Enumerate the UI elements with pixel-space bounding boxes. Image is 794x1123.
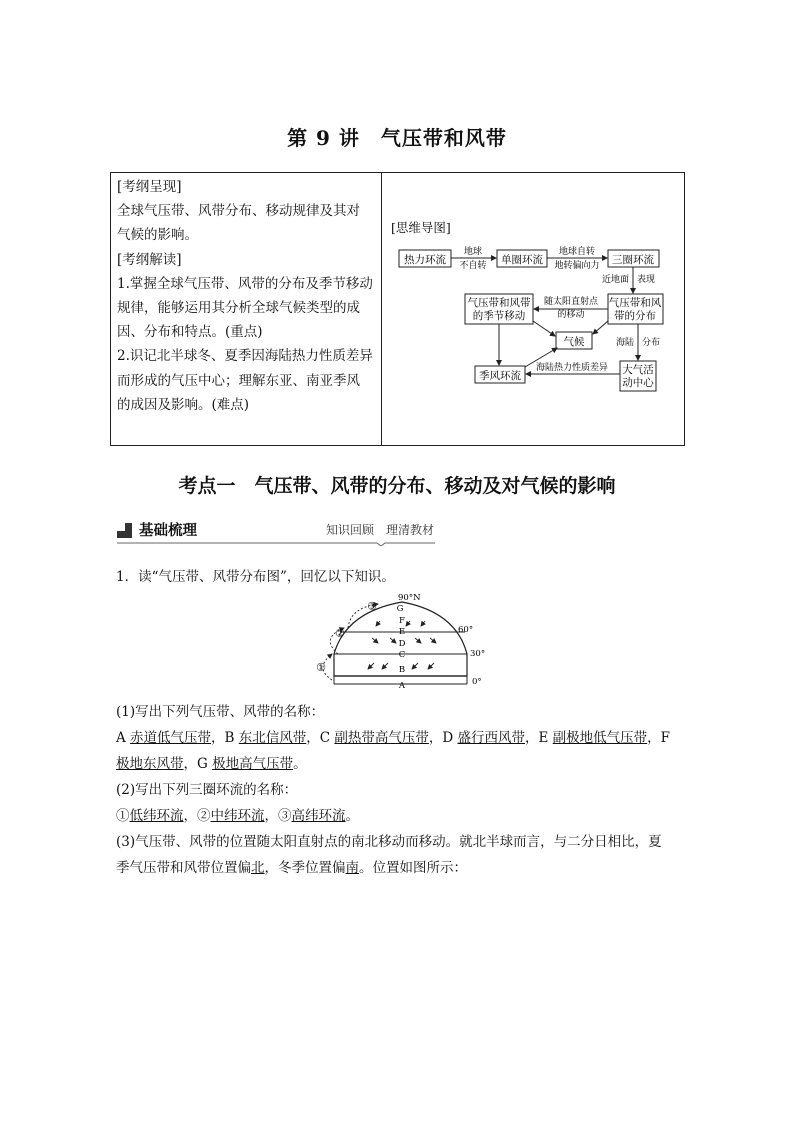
belt-label-d: D	[398, 639, 406, 649]
lesson-title: 第 9 讲 气压带和风带	[287, 126, 507, 150]
node-monsoon: 季风环流	[479, 370, 521, 382]
answer-line-3: ①低纬环流，②中纬环流，③高纬环流。	[116, 808, 359, 824]
belt-label-g: G	[396, 604, 404, 614]
answer-g: 极地高气压带	[212, 756, 294, 772]
question-1: 1．读“气压带、风带分布图”，回忆以下知识。	[116, 569, 395, 585]
answer-a: 赤道低气压带	[130, 730, 212, 746]
syllabus-line: 而形成的气压中心；理解东亚、南亚季风	[117, 372, 360, 389]
edge-label: 随太阳直射点	[543, 297, 599, 307]
latitude-label: 60°	[458, 625, 474, 635]
mindmap-diagram	[382, 173, 685, 445]
cell-label-3: ③	[367, 600, 377, 613]
belt-label-c: C	[398, 650, 406, 660]
answer-cell-3: 高纬环流	[291, 808, 346, 824]
edge-label: 不自转	[459, 261, 487, 271]
answer-north: 北	[251, 860, 265, 876]
syllabus-line: [考纲解读]	[117, 251, 182, 268]
square-icon-cutout	[117, 523, 125, 531]
cell-label-2: ②	[335, 627, 345, 640]
edge-line	[533, 321, 555, 336]
belt-label-a: A	[398, 681, 406, 690]
syllabus-line: 全球气压带、风带分布、移动规律及其对	[117, 203, 360, 220]
edge-label: 地球	[463, 247, 483, 257]
mindmap-cell	[382, 173, 685, 446]
edge-line	[593, 321, 608, 334]
node-pressure-center-2: 动中心	[622, 377, 654, 389]
edge-label: 海陆热力性质差异	[535, 363, 609, 373]
edge-label: 地转偏向力	[554, 261, 600, 271]
syllabus-cell	[111, 173, 382, 446]
answer-c: 副热带高气压带	[334, 730, 429, 746]
latitude-label: 0°	[472, 677, 482, 687]
answer-cell-1: 低纬环流	[129, 808, 184, 824]
node-three-cell: 三圈环流	[612, 254, 654, 266]
node-seasonal-shift: 气压带和风带	[467, 297, 531, 309]
pressure-belt-diagram	[300, 590, 500, 690]
node-single-cell: 单圈环流	[501, 254, 543, 266]
edge-label: 的移动	[557, 310, 585, 320]
belt-label-f: F	[399, 616, 405, 626]
syllabus-line: 因、分布和特点。(重点)	[117, 324, 263, 341]
answer-south: 南	[345, 860, 359, 876]
edge-label: 地球自转	[558, 247, 596, 257]
sub-question-1: (1)写出下列气压带、风带的名称：	[116, 704, 325, 720]
sub-question-2: (2)写出下列三圈环流的名称：	[116, 782, 298, 798]
node-distribution: 气压带和风	[608, 297, 662, 309]
basics-subtitle: 知识回顾 理清教材	[326, 523, 435, 537]
answer-f: 极地东风带	[116, 756, 184, 772]
node-climate: 气候	[563, 336, 585, 348]
node-thermal-circulation: 热力环流	[404, 254, 446, 266]
section-title: 考点一 气压带、风带的分布、移动及对气候的影响	[178, 475, 616, 497]
syllabus-line: 规律，能够运用其分析全球气候类型的成	[117, 300, 360, 317]
mindmap-label: [思维导图]	[391, 220, 451, 235]
latitude-label: 30°	[470, 649, 486, 659]
outline-table	[110, 172, 685, 446]
answer-line-4: 季气压带和风带位置偏北，冬季位置偏南。位置如图所示：	[116, 860, 467, 876]
answer-line-2: 极地东风带，G 极地高气压带。	[116, 756, 307, 772]
north-pole-label: 90°N	[398, 593, 421, 603]
syllabus-line: 2.识记北半球冬、夏季因海陆热力性质差异	[117, 348, 373, 365]
syllabus-line: 气候的影响。	[117, 227, 198, 244]
answer-cell-2: 中纬环流	[210, 808, 265, 824]
edge-label: 分布	[642, 338, 661, 348]
basics-title: 基础梳理	[139, 523, 197, 539]
belt-label-e: E	[398, 627, 406, 637]
answer-e: 副极地低气压带	[552, 730, 648, 746]
edge-label: 近地面	[601, 275, 629, 285]
edge-label: 海陆	[615, 338, 634, 348]
syllabus-line: [考纲呈现]	[117, 179, 182, 195]
node-distribution-2: 带的分布	[614, 310, 656, 322]
edge-label: 表现	[637, 275, 656, 285]
cell-label-1: ①	[316, 661, 326, 674]
syllabus-line: 的成因及影响。(难点)	[117, 396, 250, 413]
answer-line-1: A 赤道低气压带，B 东北信风带，C 副热带高气压带，D 盛行西风带，E 副极地低气压带，F	[116, 730, 671, 746]
node-seasonal-shift-2: 的季节移动	[472, 310, 526, 322]
sub-question-3: (3)气压带、风带的位置随太阳直射点的南北移动而移动。就北半球而言，与二分日相比，夏	[116, 834, 662, 850]
node-pressure-center: 大气活	[622, 364, 654, 376]
answer-d: 盛行西风带	[457, 730, 526, 746]
answer-b: 东北信风带	[238, 730, 307, 746]
syllabus-line: 1.掌握全球气压带、风带的分布及季节移动	[117, 275, 373, 292]
belt-label-b: B	[398, 665, 406, 675]
